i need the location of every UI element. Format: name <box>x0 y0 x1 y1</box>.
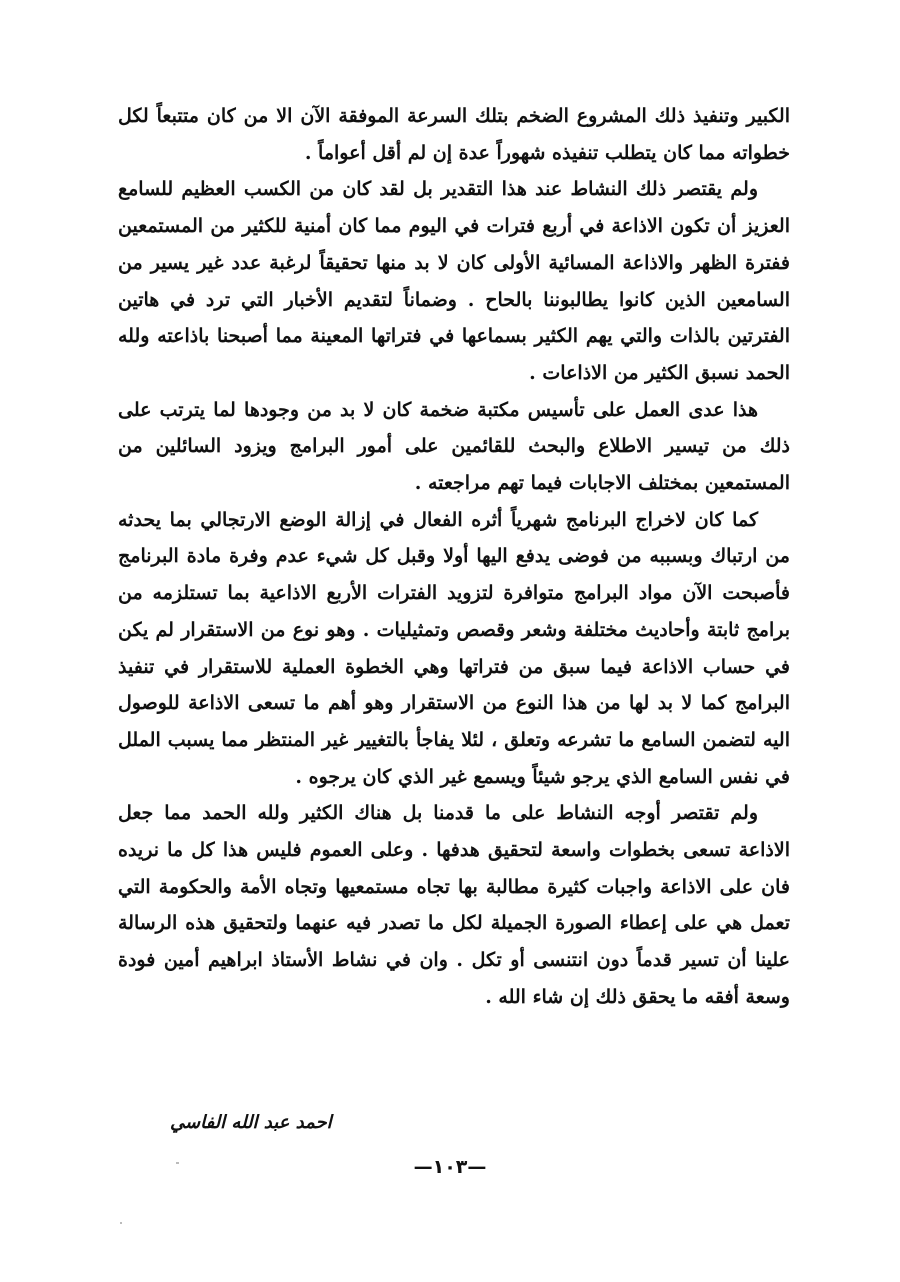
paragraph-5: ولم تقتصر أوجه النشاط على ما قدمنا بل هناك الكثير ولله الحمد مما جعل الاذاعة تسعى بخطوات واسعة لتحقيق هدفها . وعلى العموم فليس هذا كل ما نريده فان على الاذاعة واجبات كثيرة مطالبة بها تجاه مستمعيها وتجاه الأمة والحكومة التي تعمل هي على إعطاء الصورة الجميلة لكل ما تصدر فيه عنهما ولتحقيق هذه الرسالة علينا أن تسير قدماً دون انتنسى أو تكل . وان في نشاط الأستاذ ابراهيم أمين فودة وسعة أفقه ما يحقق ذلك إن شاء الله . <box>118 802 790 1008</box>
paragraph-1: الكبير وتنفيذ ذلك المشروع الضخم بتلك السرعة الموفقة الآن الا من كان متتبعاً لكل خطواته مما كان يتطلب تنفيذه شهوراً عدة إن لم أقل أعواماً . <box>118 105 790 164</box>
paragraph-3: هذا عدى العمل على تأسيس مكتبة ضخمة كان لا بد من وجودها لما يترتب على ذلك من تيسير الاطلاع والبحث للقائمين على أمور البرامج ويزود السائلين من المستمعين بمختلف الاجابات فيما تهم مراجعته . <box>118 398 790 495</box>
author-signature: احمد عبد الله الفاسي <box>170 1112 332 1133</box>
paragraph-2: ولم يقتصر ذلك النشاط عند هذا التقدير بل لقد كان من الكسب العظيم للسامع العزيز أن تكون الاذاعة في أربع فترات في اليوم مما كان أمنية للكثير من المستمعين ففترة الظهر والاذاعة المسائية الأولى كان لا بد منها تحقيقاً لرغبة عدد غير يسير من السامعين الذين كانوا يطالبوننا بالحاح . وضماناً لتقديم الأخبار التي ترد في هاتين الفترتين بالذات والتي يهم الكثير بسماعها في فتراتها المعينة مما أصبحنا باذاعته ولله الحمد نسبق الكثير من الاذاعات . <box>118 178 790 384</box>
paragraph-4: كما كان لاخراج البرنامج شهرياً أثره الفعال في إزالة الوضع الارتجالي بما يحدثه من ارتباك وبسببه من فوضى يدفع اليها أولا وقبل كل شيء عدم وفرة مادة البرنامج فأصبحت الآن مواد البرامج متوافرة لتزويد الفترات الأربع الاذاعية بما تستلزمه من برامج ثابتة وأحاديث مختلفة وشعر وقصص وتمثيليات . وهو نوع من الاستقرار لم يكن في حساب الاذاعة فيما سبق من فتراتها وهي الخطوة العملية للاستقرار في تنفيذ البرامج كما لا بد لها من هذا النوع من الاستقرار وهو أهم ما تسعى الاذاعة للوصول اليه لتضمن السامع ما تشرعه وتعلق ، لئلا يفاجأ بالتغيير غير المنتظر مما يسبب الملل في نفس السامع الذي يرجو شيئاً ويسمع غير الذي كان يرجوه . <box>118 508 790 788</box>
article-body <box>118 98 790 1016</box>
page-number: —١٠٣— <box>413 1156 487 1178</box>
scan-speck <box>120 1222 122 1224</box>
scan-speck <box>176 1162 179 1164</box>
